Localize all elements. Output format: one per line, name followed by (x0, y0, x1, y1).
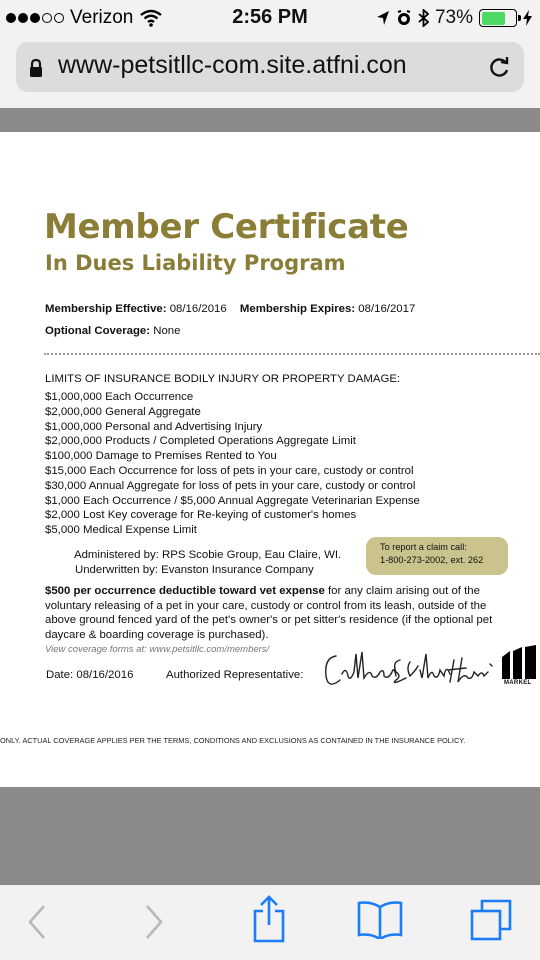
claim-label: To report a claim call: (380, 542, 467, 552)
claim-phone: 1-800-273-2002, ext. 262 (380, 555, 484, 565)
limits-list (45, 390, 420, 538)
administered-by: Administered by: RPS Scobie Group, Eau Claire, WI. (74, 549, 342, 561)
limit-item: $15,000 Each Occurrence for loss of pets in your care, custody or control (45, 464, 414, 477)
dotted-divider (44, 353, 540, 355)
claim-callout (366, 537, 508, 575)
deductible-text: for any claim arising out of the voluntary releasing of a pet in your care, custody or control from its leash, outside of the above ground fenced yard of the pet's owner's or pet sitter's residence (if the optional pet daycare & boarding coverage is purchased). (45, 585, 493, 641)
back-icon[interactable] (26, 904, 48, 940)
underwritten-by: Underwritten by: Evanston Insurance Company (75, 563, 314, 576)
certificate-document (0, 132, 540, 787)
limit-item: $1,000 Each Occurrence / $5,000 Annual Aggregate Veterinarian Expense (45, 494, 420, 507)
markel-wordmark: MARKEL (504, 680, 532, 686)
authorized-rep-label: Authorized Representative: (166, 669, 304, 681)
disclaimer-text: ONLY. ACTUAL COVERAGE APPLIES PER THE TERMS, CONDITIONS AND EXCLUSIONS AS CONTAINED IN THE INSURANCE POLICY. (0, 736, 466, 745)
deductible-paragraph (45, 584, 515, 642)
forward-icon[interactable] (143, 904, 165, 940)
status-bar (0, 0, 540, 36)
view-forms-link[interactable]: View coverage forms at: www.petsitllc.com/members/ (45, 644, 270, 655)
signature-image (322, 646, 498, 692)
charging-bolt-icon (523, 10, 532, 26)
page-background-bottom (0, 787, 540, 885)
address-bar[interactable] (16, 42, 524, 92)
location-arrow-icon (376, 10, 390, 26)
limit-item: $1,000,000 Each Occurrence (45, 391, 194, 403)
limit-item: $100,000 Damage to Premises Rented to You (45, 450, 277, 463)
optional-value: None (153, 325, 181, 337)
administration-info (74, 548, 341, 578)
optional-label: Optional Coverage: (45, 325, 151, 337)
limit-item: $2,000,000 General Aggregate (45, 405, 201, 418)
safari-toolbar (0, 885, 540, 960)
expires-label: Membership Expires: (239, 303, 356, 315)
limit-item: $1,000,000 Personal and Advertising Injury (45, 420, 263, 433)
limit-item: $30,000 Annual Aggregate for loss of pets in your care, custody or control (45, 479, 416, 492)
deductible-bold: $500 per occurrence deductible toward vet expense (45, 585, 325, 597)
page-background-top (0, 108, 540, 132)
reload-icon[interactable] (486, 54, 512, 80)
certificate-date: Date: 08/16/2016 (46, 669, 134, 681)
carrier-name: Verizon (70, 7, 134, 28)
share-icon[interactable] (250, 895, 288, 943)
limit-item: $5,000 Medical Expense Limit (45, 524, 197, 537)
alarm-icon (396, 10, 412, 26)
bluetooth-icon (418, 9, 429, 27)
markel-logo (500, 645, 540, 679)
membership-dates (45, 303, 415, 315)
status-icons (376, 7, 532, 29)
certificate-subtitle: In Dues Liability Program (45, 251, 346, 275)
clock: 2:56 PM (232, 6, 308, 28)
limits-heading: LIMITS OF INSURANCE BODILY INJURY OR PROPERTY DAMAGE: (45, 373, 401, 385)
battery-percent: 73% (434, 7, 473, 28)
bookmarks-icon[interactable] (356, 899, 404, 939)
effective-label: Membership Effective: (45, 303, 167, 315)
lock-icon (28, 58, 44, 78)
limit-item: $2,000 Lost Key coverage for Re-keying of customer's homes (45, 509, 357, 522)
effective-value: 08/16/2016 (169, 303, 227, 315)
browser-chrome (0, 36, 540, 108)
limit-item: $2,000,000 Products / Completed Operations Aggregate Limit (45, 435, 356, 448)
certificate-title: Member Certificate (44, 207, 409, 247)
expires-value: 08/16/2017 (358, 303, 416, 315)
battery-icon (479, 9, 517, 27)
url-text[interactable]: www-petsitllc-com.site.atfni.con (58, 51, 407, 79)
optional-coverage (45, 325, 180, 337)
tabs-icon[interactable] (470, 899, 512, 941)
